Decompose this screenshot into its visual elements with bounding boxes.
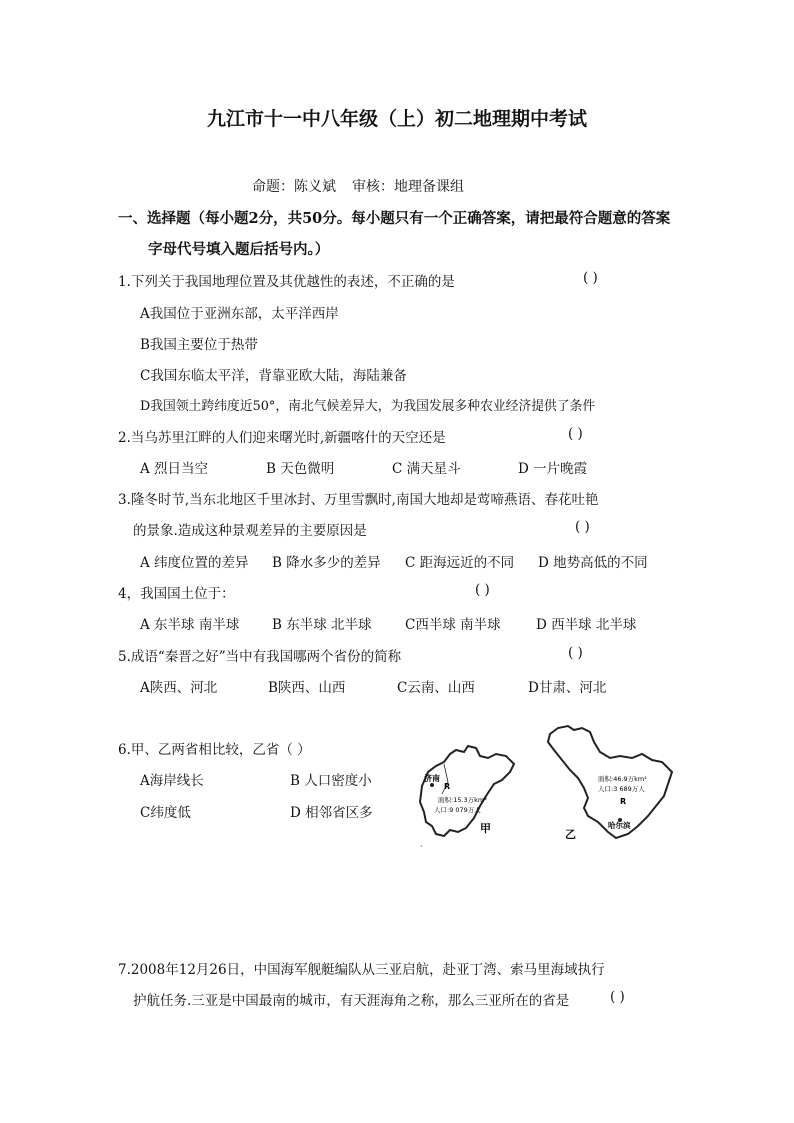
option: D 一片晚霞 (518, 461, 588, 477)
city-label: 济南 (424, 774, 440, 783)
question-stem: 4，我国国土位于： (118, 586, 235, 602)
population-label: 人口:9 079万人 (434, 806, 481, 814)
region-mark: R (444, 782, 451, 791)
answer-blank[interactable]: ( ) (568, 645, 583, 661)
map-label: 甲 (480, 822, 491, 835)
province-map-yi (538, 722, 678, 842)
population-label: 人口:3 689万人 (598, 785, 645, 793)
option: C云南、山西 (397, 680, 475, 696)
option: D 地势高低的不同 (538, 555, 648, 571)
option: B 降水多少的差异 (272, 555, 381, 571)
answer-blank[interactable]: ( ) (575, 519, 590, 535)
city-label: 哈尔滨 (608, 821, 631, 830)
section-heading: 一、选择题（每小题2分，共50分。每小题只有一个正确答案，请把最符合题意的答案 (118, 210, 671, 227)
option: C 满天星斗 (392, 461, 461, 477)
answer-blank[interactable]: ( ) (610, 989, 625, 1005)
option: B陕西、山西 (268, 680, 346, 696)
option: B 东半球 北半球 (272, 617, 372, 633)
area-label: 面积:15.3万km² (438, 796, 487, 804)
province-map-jia (414, 742, 526, 842)
author-line: 命题：陈义斌 (252, 179, 336, 195)
question-stem: 6.甲、乙两省相比较，乙省（ ） (118, 742, 311, 758)
answer-blank[interactable]: ( ) (475, 582, 490, 598)
question-stem: 3.隆冬时节,当东北地区千里冰封、万里雪飘时,南国大地却是莺啼燕语、春花吐艳 (118, 492, 599, 508)
option: C西半球 南半球 (405, 617, 501, 633)
question-stem: 7.2008年12月26日，中国海军舰艇编队从三亚启航，赴亚丁湾、索马里海域执行 (118, 962, 605, 978)
option: A 东半球 南半球 (140, 617, 240, 633)
question-stem-cont: 的景象.造成这种景观差异的主要原因是 (133, 523, 367, 539)
reviewer-line: 审核：地理备课组 (352, 179, 464, 195)
area-label: 面积:46.9万km² (598, 775, 647, 783)
question-stem: 2.当乌苏里江畔的人们迎来曙光时,新疆喀什的天空还是 (118, 430, 446, 446)
option: D 相邻省区多 (290, 805, 373, 821)
page-title: 九江市十一中八年级（上）初二地理期中考试 (206, 108, 587, 130)
option: C 距海远近的不同 (405, 555, 515, 571)
option: A我国位于亚洲东部，太平洋西岸 (140, 306, 339, 322)
option: C纬度低 (140, 805, 191, 821)
option: D 西半球 北半球 (536, 617, 637, 633)
question-stem-cont: 护航任务.三亚是中国最南的城市，有天涯海角之称，那么三亚所在的省是 (133, 993, 570, 1009)
exam-meta (252, 176, 464, 196)
option: B 人口密度小 (290, 773, 372, 789)
region-mark: R (620, 797, 627, 806)
option: A 烈日当空 (140, 461, 209, 477)
option: A海岸线长 (140, 773, 204, 789)
question-stem: 5.成语“秦晋之好”当中有我国哪两个省份的简称 (118, 649, 402, 665)
map-label: 乙 (565, 828, 576, 841)
option: B我国主要位于热带 (140, 337, 258, 353)
option: A 纬度位置的差异 (140, 555, 249, 571)
question-stem: 1.下列关于我国地理位置及其优越性的表述，不正确的是 (118, 274, 455, 290)
answer-blank[interactable]: ( ) (583, 270, 598, 286)
option: C我国东临太平洋，背靠亚欧大陆，海陆兼备 (140, 368, 407, 384)
answer-blank[interactable]: ( ) (568, 426, 583, 442)
option: D甘肃、河北 (528, 680, 607, 696)
option: D我国领土跨纬度近50°，南北气候差异大，为我国发展多种农业经济提供了条件 (140, 399, 596, 414)
option: A陕西、河北 (140, 680, 218, 696)
dot-mark: · (420, 842, 423, 851)
option: B 天色微明 (266, 461, 335, 477)
section-heading-cont: 字母代号填入题后括号内。） (148, 241, 330, 258)
